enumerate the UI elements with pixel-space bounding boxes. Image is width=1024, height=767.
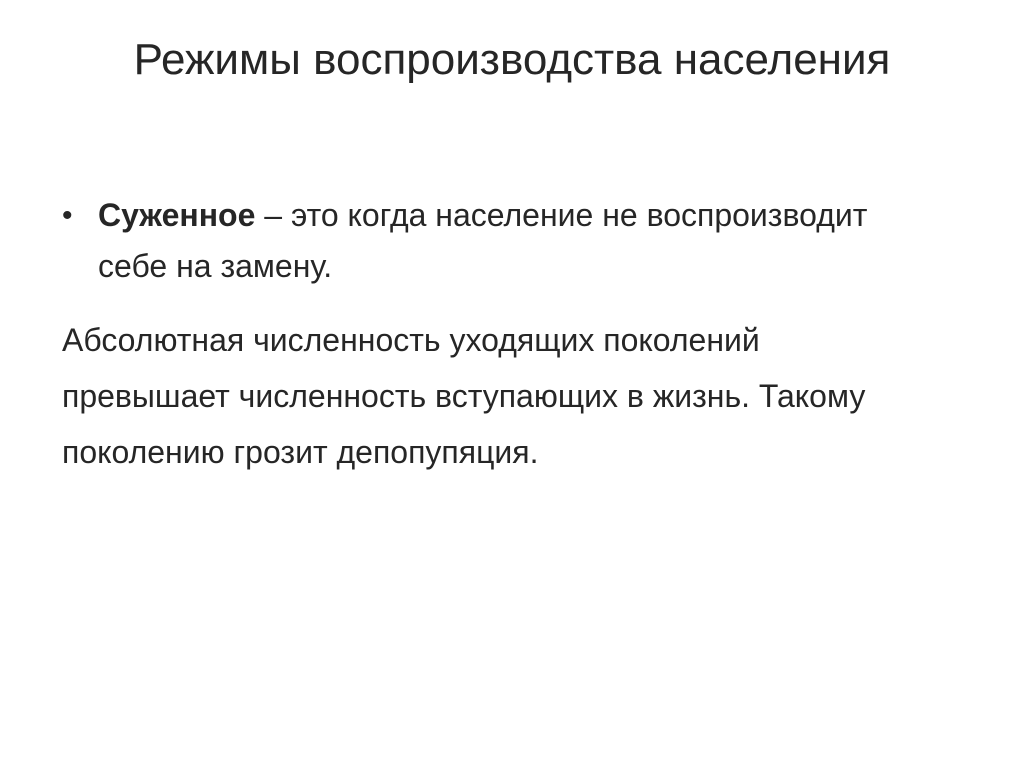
bullet-item [62, 190, 922, 292]
slide-title: Режимы воспроизводства населения [133, 35, 891, 84]
bullet-term: Суженное [98, 197, 256, 233]
bullet-text [98, 190, 922, 292]
body-paragraph: Абсолютная численность уходящих поколений превышает численность вступающих в жизнь. Такому поколению грозит депопупяция. [62, 322, 866, 470]
bullet-marker: • [62, 199, 73, 232]
bullet-definition: – это когда население не воспроизводит себе на замену. [98, 197, 868, 284]
